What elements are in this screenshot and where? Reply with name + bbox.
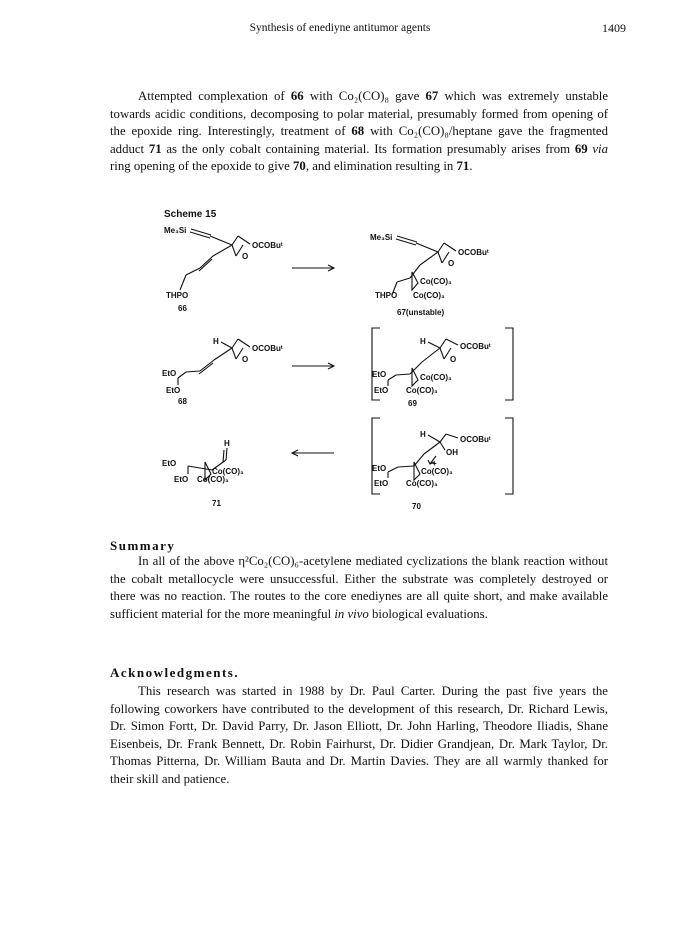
svg-text:Me₃Si: Me₃Si <box>370 233 393 242</box>
compound-69-structure <box>372 328 513 408</box>
compound-70-structure <box>372 418 513 511</box>
svg-text:H: H <box>224 439 230 448</box>
reaction-arrow-3 <box>292 450 334 456</box>
compound-68-structure <box>162 337 283 406</box>
svg-text:EtO: EtO <box>372 464 387 473</box>
svg-text:EtO: EtO <box>162 369 177 378</box>
svg-text:Co(CO)₃: Co(CO)₃ <box>413 291 445 300</box>
acknowledgments-heading: Acknowledgments. <box>110 665 240 680</box>
compound-71-structure <box>162 439 244 508</box>
running-header: Synthesis of enediyne antitumor agents <box>249 22 431 34</box>
svg-text:OCOBuᵗ: OCOBuᵗ <box>252 241 283 250</box>
svg-text:H: H <box>420 430 426 439</box>
svg-text:O: O <box>448 259 455 268</box>
svg-text:71: 71 <box>212 499 221 508</box>
svg-text:O: O <box>450 355 457 364</box>
svg-text:H: H <box>213 337 219 346</box>
svg-text:EtO: EtO <box>162 459 177 468</box>
reaction-arrow-1 <box>292 265 334 271</box>
summary-heading: Summary <box>110 538 176 553</box>
svg-text:THPO: THPO <box>166 291 189 300</box>
svg-text:Co(CO)₃: Co(CO)₃ <box>406 479 438 488</box>
svg-text:Co(CO)₃: Co(CO)₃ <box>212 467 244 476</box>
svg-text:OCOBuᵗ: OCOBuᵗ <box>460 435 491 444</box>
svg-text:H: H <box>420 337 426 346</box>
page-number: 1409 <box>602 21 626 35</box>
svg-text:OH: OH <box>446 448 458 457</box>
svg-text:68: 68 <box>178 397 187 406</box>
svg-text:67(unstable): 67(unstable) <box>397 308 445 317</box>
svg-text:70: 70 <box>412 502 421 511</box>
svg-text:O: O <box>242 355 249 364</box>
svg-text:66: 66 <box>178 304 187 313</box>
svg-text:Co(CO)₃: Co(CO)₃ <box>406 386 438 395</box>
svg-text:THPO: THPO <box>375 291 398 300</box>
acknowledgments-paragraph: This research was started in 1988 by Dr. Paul Carter. During the past five years the following coworkers have contributed to the development of this research, Dr. Richard Lewis, Dr. Simon Fortt, Dr. David Parry, Dr. Jason Elliott, Dr. John Harling, Theodore Iliadis, Shane Eisenbeis, Dr. Frank Bennett, Dr. Robin Fairhurst, Dr. Didier Grandjean, Dr. Mark Taylor, Dr. Thomas Pitterna, Dr. William Bauta and Dr. Martin Davies. They are all warmly thanked for their skill and patience. <box>110 684 608 786</box>
compound-66-structure <box>164 226 283 313</box>
svg-text:Co(CO)₃: Co(CO)₃ <box>420 277 452 286</box>
svg-text:EtO: EtO <box>166 386 181 395</box>
svg-text:OCOBuᵗ: OCOBuᵗ <box>252 344 283 353</box>
reaction-arrow-2 <box>292 363 334 369</box>
summary-paragraph: In all of the above η²Co₂(CO)₆-acetylene mediated cyclizations the blank reaction without the cobalt metallocycle were unsuccessful. Either the substrate was completely destroyed or there was no reaction. The routes to the core enediynes are all quite short, and make available sufficient material for the more meaningful in vivo biological evaluations. <box>110 554 608 621</box>
svg-text:EtO: EtO <box>174 475 189 484</box>
svg-text:EtO: EtO <box>374 386 389 395</box>
svg-text:O: O <box>242 252 249 261</box>
svg-text:EtO: EtO <box>374 479 389 488</box>
svg-text:OCOBuᵗ: OCOBuᵗ <box>460 342 491 351</box>
svg-text:69: 69 <box>408 399 417 408</box>
svg-text:Co(CO)₃: Co(CO)₃ <box>421 467 453 476</box>
svg-text:Co(CO)₃: Co(CO)₃ <box>197 475 229 484</box>
svg-text:Co(CO)₃: Co(CO)₃ <box>420 373 452 382</box>
compound-67-structure <box>370 233 489 317</box>
svg-text:OCOBuᵗ: OCOBuᵗ <box>458 248 489 257</box>
svg-text:+: + <box>432 459 437 468</box>
svg-text:Me₃Si: Me₃Si <box>164 226 187 235</box>
scheme-label: Scheme 15 <box>164 209 217 220</box>
paragraph-complexation: Attempted complexation of 66 with Co₂(CO)₈ gave 67 which was extremely unstable towards acidic conditions, decomposing to polar material, presumably formed from opening of the epoxide ring. Interestingly, treatment of 68 with Co₂(CO)₈/heptane gave the fragmented adduct 71 as the only cobalt containing material. Its formation presumably arises from 69 via ring opening of the epoxide to give 70, and elimination resulting in 71. <box>110 89 609 174</box>
svg-text:EtO: EtO <box>372 370 387 379</box>
